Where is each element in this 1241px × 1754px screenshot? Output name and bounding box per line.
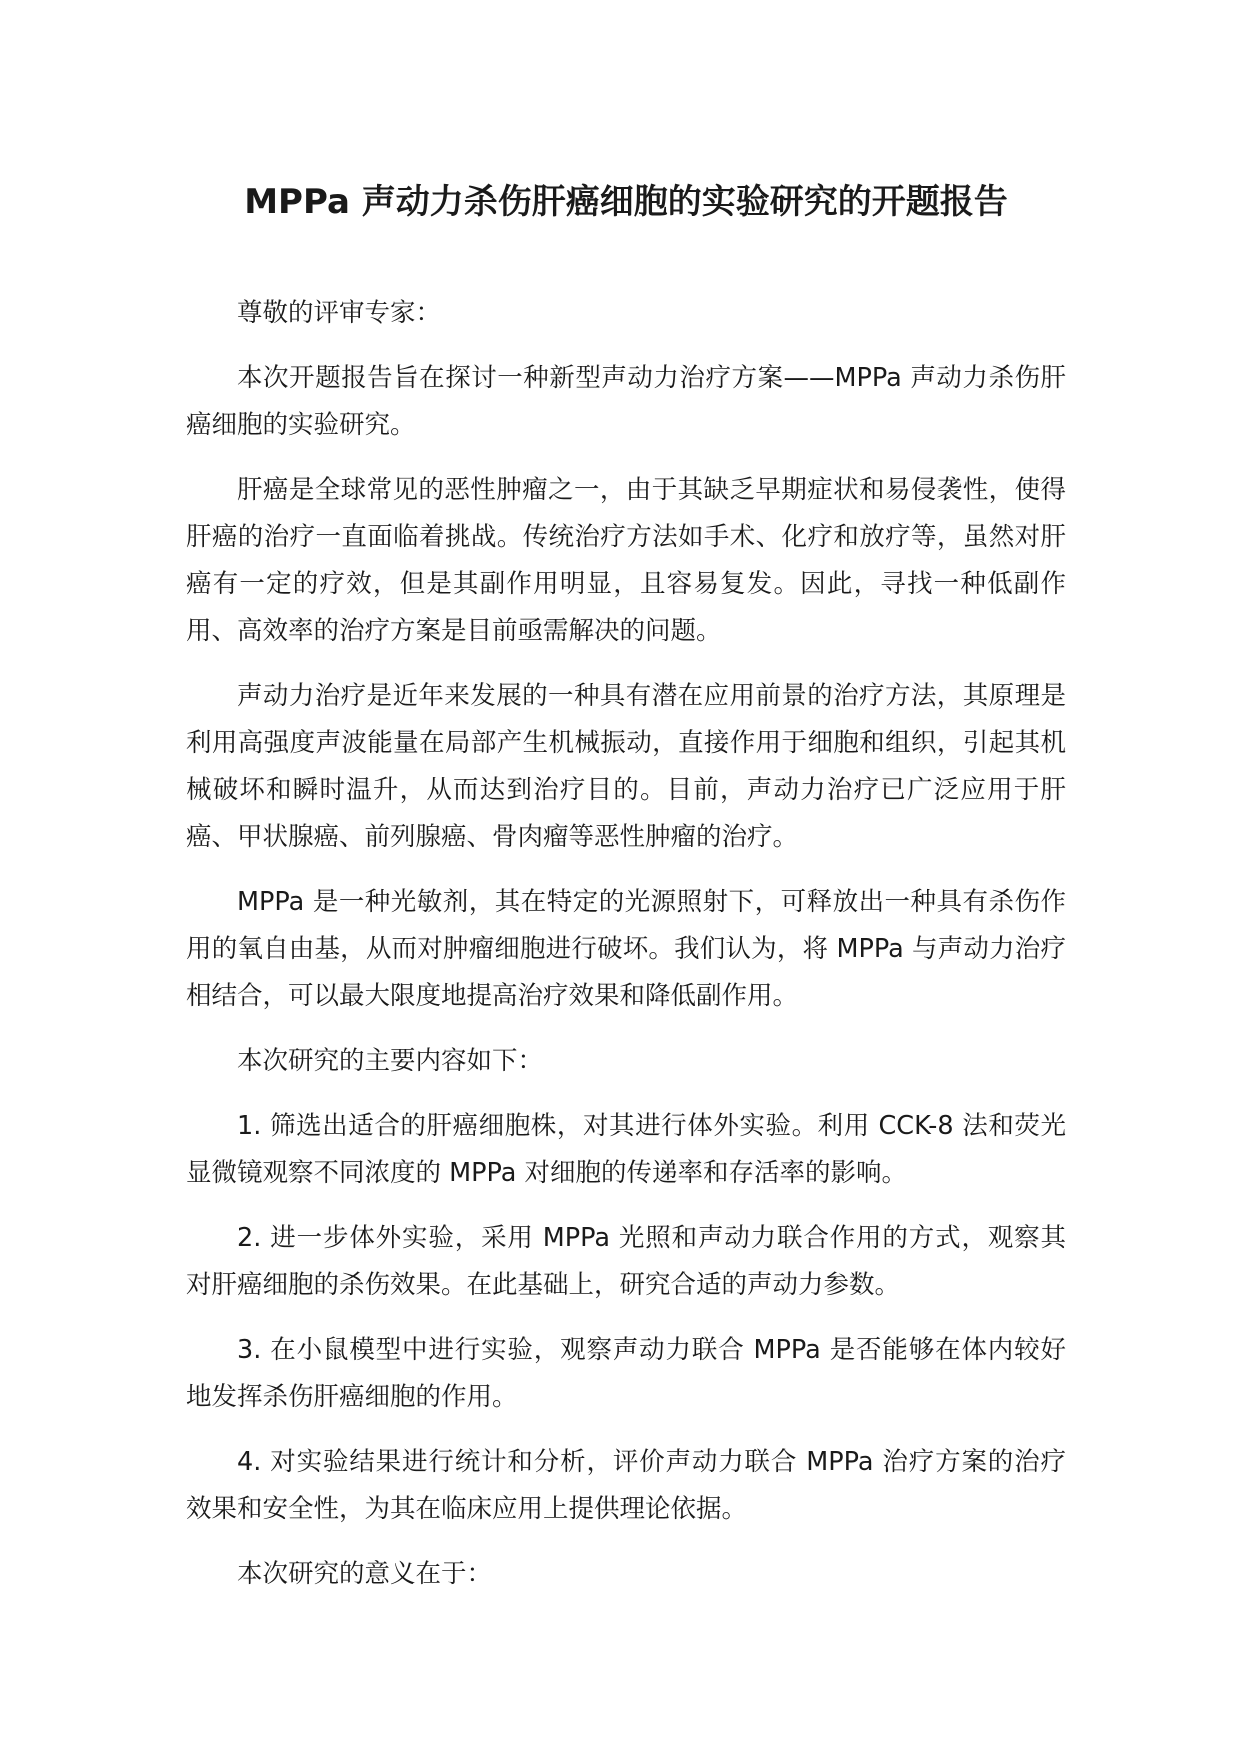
sonodynamic-paragraph: 声动力治疗是近年来发展的一种具有潜在应用前景的治疗方法，其原理是利用高强度声波能量在局部产生机械振动，直接作用于细胞和组织，引起其机械破坏和瞬时温升，从而达到治疗目的。目前，声动力治疗已广泛应用于肝癌、甲状腺癌、前列腺癌、骨肉瘤等恶性肿瘤的治疗。 — [186, 681, 1066, 852]
document-title: MPPa 声动力杀伤肝癌细胞的实验研究的开题报告 — [244, 182, 1008, 222]
list-item: 4. 对实验结果进行统计和分析，评价声动力联合 MPPa 治疗方案的治疗效果和安全性，为其在临床应用上提供理论依据。 — [186, 1447, 1066, 1524]
intro-paragraph: 本次开题报告旨在探讨一种新型声动力治疗方案——MPPa 声动力杀伤肝癌细胞的实验研究。 — [186, 363, 1066, 440]
list-item: 3. 在小鼠模型中进行实验，观察声动力联合 MPPa 是否能够在体内较好地发挥杀伤肝癌细胞的作用。 — [186, 1335, 1066, 1412]
mppa-paragraph: MPPa 是一种光敏剂，其在特定的光源照射下，可释放出一种具有杀伤作用的氧自由基，从而对肿瘤细胞进行破坏。我们认为，将 MPPa 与声动力治疗相结合，可以最大限度地提高治疗效果和降低副作用。 — [186, 887, 1066, 1011]
content-heading: 本次研究的主要内容如下： — [237, 1046, 544, 1076]
list-item: 1. 筛选出适合的肝癌细胞株，对其进行体外实验。利用 CCK-8 法和荧光显微镜观察不同浓度的 MPPa 对细胞的传递率和存活率的影响。 — [186, 1111, 1066, 1188]
list-item: 2. 进一步体外实验，采用 MPPa 光照和声动力联合作用的方式，观察其对肝癌细胞的杀伤效果。在此基础上，研究合适的声动力参数。 — [186, 1223, 1066, 1300]
significance-heading: 本次研究的意义在于： — [237, 1559, 493, 1589]
background-paragraph: 肝癌是全球常见的恶性肿瘤之一，由于其缺乏早期症状和易侵袭性，使得肝癌的治疗一直面临着挑战。传统治疗方法如手术、化疗和放疗等，虽然对肝癌有一定的疗效，但是其副作用明显，且容易复发。因此，寻找一种低副作用、高效率的治疗方案是目前亟需解决的问题。 — [186, 475, 1066, 646]
document-page — [186, 0, 1066, 1754]
salutation: 尊敬的评审专家： — [237, 298, 442, 328]
document-body — [186, 290, 1066, 1616]
